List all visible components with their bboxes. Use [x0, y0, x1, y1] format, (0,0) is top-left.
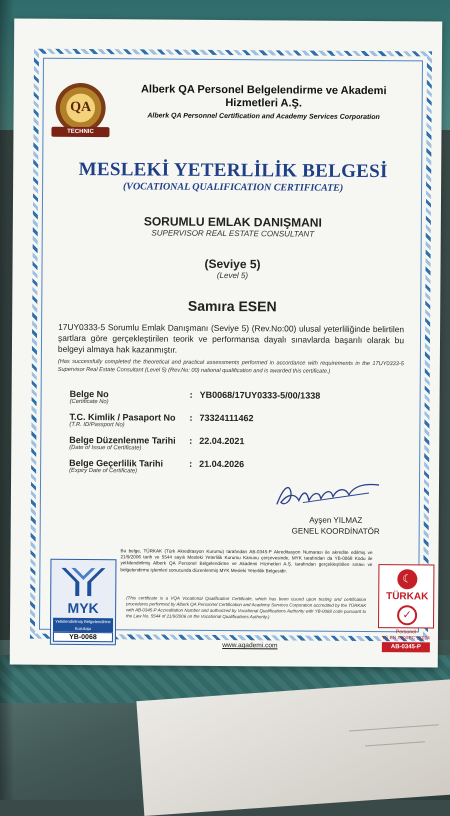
field-certificate-no	[70, 389, 400, 414]
organization-logo	[55, 83, 105, 133]
certificate-title: MESLEKİ YETERLİLİK BELGESİ	[78, 158, 388, 183]
field-label-en: (Expiry Date of Certificate)	[69, 467, 138, 475]
field-colon: :	[189, 435, 193, 446]
legal-notice: Bu belge, TÜRKAK (Türk Akreditasyon Kurumu) tarafından AB-0345-P Akreditasyon Numarası ile akredite edilmiş ve 21/9/2006 tarih ve 5544 sayılı Mesleki Yeterlilik Kurumu Kanunu çerçevesinde, MYK tarafından da YB-0068 Kodu ile yetkilendirilmiş Alberk QA Personel Belgelendirme ve Akademi Hizmetleri A.Ş. tarafından gerçekleştirilen sınavı ve belgelendirme işlemleri sonucunda düzenlenmiş MYK Mesleki Yeterlilik Belgesidir.	[120, 548, 373, 574]
turkak-box	[378, 564, 434, 628]
qualification-name-en: SUPERVISOR REAL ESTATE CONSULTANT	[151, 228, 315, 239]
certificate-statement: 17UY0333-5 Sorumlu Emlak Danışmanı (Seviye 5) (Rev.No:00) ulusal yeterliliğinde belirtilen şartlara göre gerçekleştirilen teorik ve performansa dayalı sınavlarda başarılı olarak bu belgeyi almaya hak kazanmıştır.	[57, 321, 405, 355]
turkak-standard: TS EN ISO/IEC 17024	[382, 636, 430, 642]
organization-name-line1: Alberk QA Personel Belgelendirme ve Akademi	[140, 83, 387, 98]
certificate-paper	[10, 19, 442, 668]
myk-band: Yetkilendirilmiş Belgelendirme Kuruluşu	[53, 618, 113, 632]
signature-mark	[273, 478, 383, 513]
field-label: T.C. Kimlik / Pasaport No	[69, 411, 176, 423]
organization-name	[114, 83, 414, 111]
turkak-name: TÜRKAK	[386, 591, 429, 603]
qualification-name: SORUMLU EMLAK DANIŞMANI	[143, 214, 322, 230]
turkak-code: AB-0345-P	[382, 642, 430, 652]
website-link[interactable]: www.aqademi.com	[222, 641, 278, 650]
field-colon: :	[189, 389, 193, 400]
certificate-title-en: (VOCATIONAL QUALIFICATION CERTIFICATE)	[122, 181, 344, 194]
handwriting-mark	[364, 729, 425, 746]
myk-code: YB-0068	[53, 632, 113, 642]
field-label: Belge Düzenlenme Tarihi	[69, 434, 176, 446]
field-label: Belge Geçerlilik Tarihi	[69, 457, 164, 469]
myk-logo-icon	[57, 564, 109, 598]
legal-notice-en: (This certificate is a VQA Vocational Qualification Certificate, which has been issued upon testing and certification procedures performed by Alberk QA Personnel Certification and Academy Services Corporation accredited by the TÜRKAK with AB-0345-P Accreditation Number and authorized by Vocational Qualifications Authority with YB-0068 code pursuant to the Law No. 5544 of 21/9/2006 on the Vocational Qualifications Authority.)	[126, 595, 367, 620]
underlying-paper	[136, 679, 450, 816]
field-label-en: (Date of Issue of Certificate)	[69, 444, 142, 452]
field-value: 22.04.2021	[199, 435, 245, 447]
field-label-en: (Certificate No)	[69, 398, 109, 406]
field-id-number	[69, 412, 399, 437]
certificate-fields	[69, 389, 400, 483]
field-issue-date	[69, 435, 399, 460]
signer-title: GENEL KOORDİNATÖR	[291, 526, 380, 537]
field-value: YB0068/17UY0333-5/00/1338	[199, 389, 321, 401]
logo-band: TECHNIC	[51, 127, 109, 137]
field-colon: :	[189, 412, 193, 423]
qualification-level-en: (Level 5)	[216, 270, 249, 281]
logo-text: QA	[70, 99, 92, 116]
qualification-level: (Seviye 5)	[204, 256, 261, 272]
myk-name: MYK	[67, 599, 99, 617]
star-icon: ☾	[402, 573, 413, 586]
handwriting-mark	[348, 710, 439, 731]
field-label-en: (T.R. ID/Passport No)	[69, 421, 125, 429]
organization-name-line2: Hizmetleri A.Ş.	[225, 96, 303, 110]
holder-name: Samıra ESEN	[187, 297, 277, 315]
signer-block	[266, 514, 406, 537]
field-value: 21.04.2026	[199, 458, 245, 470]
turkak-scope: Personel	[395, 629, 417, 636]
turkak-emblem-icon	[397, 569, 417, 589]
myk-badge	[50, 559, 117, 645]
field-value: 73324111462	[199, 412, 254, 424]
signer-name: Ayşen YILMAZ	[309, 515, 363, 525]
certificate-statement-en: (Has successfully completed the theoretical and practical assessments performed in accordance with requirements in the 17UY0333-5 Supervisor Real Estate Consultant (Level 5) (Rev.No: 00) national qualification and is awarded this certificate.)	[57, 358, 404, 375]
organization-name-en: Alberk QA Personnel Certification and Academy Services Corporation	[147, 112, 380, 122]
field-label: Belge No	[69, 388, 109, 400]
checkmark-icon: ✓	[397, 605, 417, 625]
turkak-badge	[378, 564, 435, 650]
field-colon: :	[189, 458, 193, 469]
